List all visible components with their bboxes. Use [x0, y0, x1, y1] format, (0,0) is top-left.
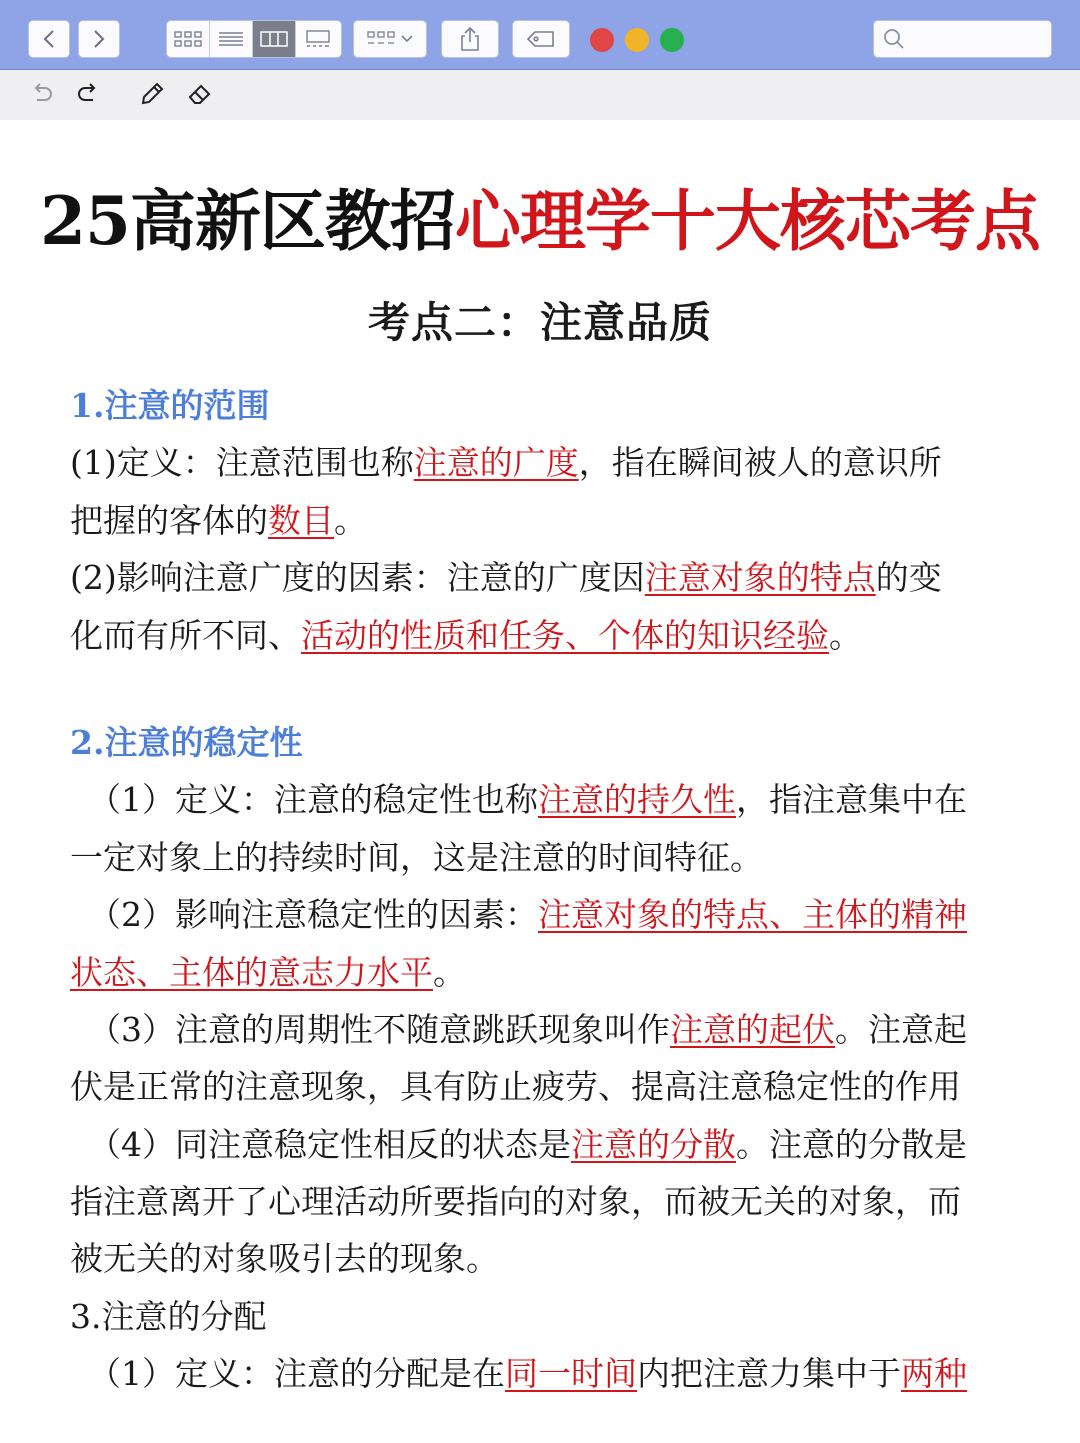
paragraph-line	[70, 1001, 1020, 1058]
text-run: 。注意起	[835, 1009, 967, 1049]
tag-button[interactable]	[512, 20, 570, 58]
title-black-part: 25高新区教招	[40, 182, 455, 260]
text-run: ，指在瞬间被人的意识所	[578, 443, 942, 483]
tag-icon	[526, 30, 556, 48]
keyword-highlight: 状态、主体的意志力水平	[70, 952, 433, 992]
paragraph-line: 伏是正常的注意现象，具有防止疲劳、提高注意稳定性的作用	[70, 1067, 961, 1107]
keyword-highlight: 注意对象的特点	[644, 558, 876, 598]
section-heading-stability: 2.注意的稳定性	[70, 722, 303, 762]
list-icon	[218, 29, 244, 49]
text-run: 。	[433, 952, 466, 992]
yellow-tag-dot[interactable]	[625, 28, 649, 52]
undo-icon	[29, 81, 55, 107]
search-box[interactable]	[873, 20, 1052, 58]
text-run: 化而有所不同、	[70, 615, 301, 655]
undo-button[interactable]	[28, 80, 56, 108]
paragraph-line	[70, 434, 1020, 491]
text-run: （4）同注意稳定性相反的状态是	[88, 1124, 571, 1164]
text-run: 把握的客体的	[70, 500, 268, 540]
keyword-highlight: 活动的性质和任务、个体的知识经验	[301, 615, 829, 655]
document-body	[70, 377, 1020, 1403]
section-heading-distribution: 3.注意的分配	[70, 1296, 267, 1336]
keyword-highlight: 注意的广度	[413, 443, 579, 483]
columns-icon	[260, 29, 288, 49]
column-view-button[interactable]	[253, 21, 296, 57]
paragraph-line	[70, 607, 1020, 664]
text-run: (2)影响注意广度的因素：注意的广度因	[70, 558, 645, 598]
text-run: （2）影响注意稳定性的因素：	[88, 895, 538, 935]
title-red-part: 心理学十大核芯考点	[454, 182, 1040, 260]
text-run: 。	[829, 615, 862, 655]
paragraph-line: 指注意离开了心理活动所要指向的对象，而被无关的对象，而	[70, 1182, 961, 1222]
section-heading-scope: 1.注意的范围	[70, 386, 270, 425]
text-run: （1）定义：注意的稳定性也称	[88, 780, 538, 820]
share-icon	[459, 26, 481, 52]
paragraph-line: 被无关的对象吸引去的现象。	[70, 1239, 499, 1279]
redo-icon	[75, 81, 101, 107]
green-tag-dot[interactable]	[660, 28, 684, 52]
paragraph-line	[70, 492, 1020, 549]
keyword-highlight: 注意的持久性	[538, 780, 736, 820]
grid-icon	[173, 29, 203, 49]
text-run: 的变	[875, 558, 942, 598]
eraser-button[interactable]	[186, 80, 214, 108]
top-toolbar	[0, 0, 1080, 70]
pencil-button[interactable]	[138, 80, 166, 108]
keyword-highlight: 注意的起伏	[670, 1009, 835, 1049]
gallery-icon	[304, 29, 332, 49]
paragraph-line	[70, 549, 1020, 606]
eraser-icon	[187, 81, 213, 107]
search-icon	[883, 28, 905, 50]
keyword-highlight: 同一时间	[505, 1354, 637, 1394]
chevron-left-icon	[42, 29, 56, 49]
text-run: ，指注意集中在	[736, 780, 967, 820]
keyword-highlight: 注意的分散	[571, 1124, 736, 1164]
gallery-view-button[interactable]	[296, 21, 339, 57]
keyword-highlight: 注意对象的特点、主体的精神	[538, 895, 967, 935]
view-mode-group	[166, 20, 342, 58]
page-subtitle: 考点二：注意品质	[367, 298, 712, 347]
paragraph-line	[70, 771, 1020, 828]
red-tag-dot[interactable]	[590, 28, 614, 52]
page-title	[0, 168, 1080, 263]
redo-button[interactable]	[74, 80, 102, 108]
group-grid-icon	[366, 29, 396, 49]
text-run: (1)定义：注意范围也称	[70, 443, 414, 483]
icon-view-button[interactable]	[167, 21, 210, 57]
paragraph-line	[70, 944, 1020, 1001]
chevron-down-icon	[400, 34, 414, 44]
group-by-dropdown[interactable]	[353, 20, 427, 58]
pencil-icon	[139, 81, 165, 107]
text-run: （3）注意的周期性不随意跳跃现象叫作	[88, 1009, 670, 1049]
paragraph-line: 一定对象上的持续时间，这是注意的时间特征。	[70, 837, 763, 877]
search-input[interactable]	[910, 27, 1044, 53]
forward-button[interactable]	[78, 20, 120, 58]
keyword-highlight: 数目	[268, 500, 334, 540]
paragraph-line	[70, 886, 1020, 943]
paragraph-line	[70, 1116, 1020, 1173]
share-button[interactable]	[441, 20, 499, 58]
text-run: 。	[334, 500, 367, 540]
paragraph-line	[70, 1345, 1020, 1402]
keyword-highlight: 两种	[901, 1354, 967, 1394]
text-run: 。注意的分散是	[736, 1124, 967, 1164]
back-button[interactable]	[28, 20, 70, 58]
chevron-right-icon	[92, 29, 106, 49]
text-run: （1）定义：注意的分配是在	[88, 1354, 505, 1394]
text-run: 内把注意力集中于	[637, 1354, 901, 1394]
list-view-button[interactable]	[210, 21, 253, 57]
